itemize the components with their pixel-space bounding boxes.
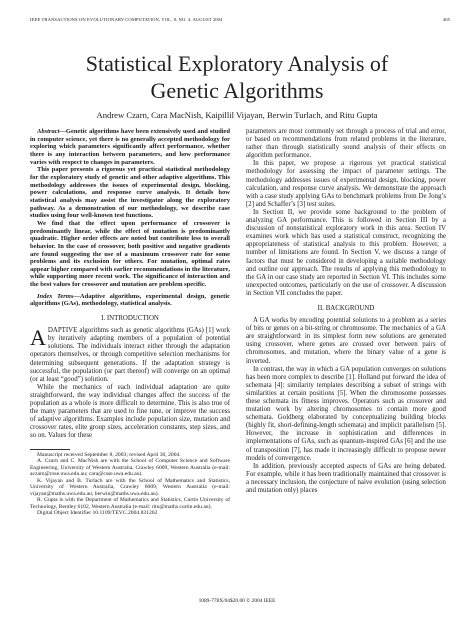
background-paragraph-1: A GA works by encoding potential solutions to a problem as a series of bits or genes on a bit-string or chromosome. The mechanics of a GA are straightforward: in its simplest form new solutions are generated using crossover, where genes are crossed over between pairs of chromosomes, and mutation, where the binary value of a gene is inverted. [246, 317, 446, 365]
abstract [30, 128, 230, 308]
copyright-footer: 1089-778X/04$20.00 © 2004 IEEE [198, 598, 276, 604]
footnote-czarn: A. Czarn and C. MacNish are with the School of Computer Science and Software Engineering, University of Western Australia, Crawley 6009, Western Australia (e-mail: aczarn@csse.uwa.edu.au; cara@csse.uwa.edu.au). [30, 458, 230, 477]
right-paragraph-3: In Section II, we provide some background to the problem of analyzing GA performance. This is followed in Section III by a discussion of nonstatistical exploratory work in this area. Section IV examines work which has used a statistical construct, recognizing the appropriateness of statistical analysis to this problem. However, a number of limitations are found. In Section V, we discuss a range of factors that must be considered in developing a suitable methodology and outline our approach. The results of applying this methodology to the GA in our case study are reported in Section VI. This includes some unexpected outcomes, particularly on the use of crossover. A discussion in Section VII concludes the paper. [246, 208, 446, 297]
footnote-gupta: R. Gupta is with the Department of Mathematics and Statistics, Curtin University of Technology, Bentley 6102, Western Australia (e-mail: ritu@maths.curtin.edu.au). [30, 497, 230, 510]
left-column [30, 128, 230, 517]
background-paragraph-2: In contrast, the way in which a GA population converges on solutions has been more complex to describe [1]. Holland put forward the idea of schemata [4]: similarity templates describing a subset of strings with similarities at certain positions [5]. When the chromosome possesses these schemata its fitness improves. Operators such as crossover and mutation work by altering chromosomes to contain more good schemata. Goldberg elaborated by conceptualizing building blocks (highly fit, short-defining-length schemata) and implicit parallelism [5]. However, the increase in sophistication and differences in implementations of GAs, such as quantum-inspired GAs [6] and the use of transposition [7], has made it increasingly difficult to propose newer models of convergence. [246, 365, 446, 462]
right-column [246, 128, 446, 495]
index-terms-text: —Adaptive algorithms, experimental design, genetic algorithms (GAs), methodology, statistical analysis. [30, 292, 231, 308]
background-paragraph-3: In addition, previously accepted aspects of GAs are being debated. For example, while it has been traditionally maintained that crossover is a necessary inclusion, the conjecture of naive evolution (using selection and mutation only) places [246, 462, 446, 495]
right-paragraph-1: parameters are most commonly set through a process of trial and error, or based on recommendations from related problems in the literature, rather than through statistically sound analysis of their effects on algorithm performance. [246, 128, 446, 160]
paper-title [0, 50, 474, 104]
footnotes [30, 452, 230, 517]
abstract-p3: We find that the effect upon performance of crossover is predominantly linear, while the effect of mutation is predominantly quadratic. Higher order effects are noted but contribute less to overall behavior. In the case of crossover, both positive and negative gradients are found suggesting the use of a maximum crossover rate for some problems and its exclusion for others. For mutation, optimal rates appear higher compared with earlier recommendations in the literature, while supporting more recent work. The significance of interaction and the best values for crossover and mutation are problem specific. [30, 219, 230, 289]
intro-paragraph-2: While the mechanics of each individual adaptation are quite straightforward, the way individual changes affect the success of the population as a whole is more difficult to determine. This is also true of the many parameters that are used to fine tune, or improve the success of adaptive algorithms. Examples include population size, mutation and crossover rates, elite group sizes, acceleration constants, step sizes, and so on. Values for these [30, 383, 230, 440]
index-terms-label: Index Terms [37, 292, 74, 300]
title-line-1: Statistical Exploratory Analysis of [85, 51, 389, 76]
abstract-label: Abstract [37, 128, 60, 135]
footnote-rule [30, 449, 70, 450]
section-heading-background: II. BACKGROUND [317, 304, 375, 312]
author-list: Andrew Czarn, Cara MacNish, Kaipillil Vijayan, Berwin Turlach, and Ritu Gupta [96, 110, 378, 120]
abstract-p1: —Genetic algorithms have been extensively used and studied in computer science, yet there is no generally accepted methodology for exploring which parameters significantly affect performance, whether there is any interaction between parameters, and how performance varies with respect to changes in parameters. [30, 128, 230, 166]
page-number: 405 [442, 17, 450, 22]
intro-p1-text: DAPTIVE algorithms such as genetic algorithms (GAs) [1] work by iteratively adapting members of a population of potential solutions. The individuals interact either through the adaptation operators themselves, or through competitive selection mechanisms for determining subsequent generations. If the adaptation strategy is successful, the population (or part thereof) will converge on an optimal (or at least “good”) solution. [30, 327, 230, 383]
right-paragraph-2: In this paper, we propose a rigorous yet practical statistical methodology for assessing the impact of parameter settings. The methodology addresses issues of experimental design, blocking, power calculation, and response curve analysis. We demonstrate the approach with a case study applying GAs to benchmark problems from De Jong’s [2] and Schaffer’s [3] test suites. [246, 160, 446, 208]
running-header [30, 17, 450, 22]
section-heading-introduction: I. INTRODUCTION [101, 315, 159, 323]
footnote-received: Manuscript received September 8, 2003; revised April 30, 2004. [37, 451, 181, 458]
intro-paragraph-1 [30, 327, 230, 384]
drop-cap: A [30, 325, 46, 351]
title-line-2: Genetic Algorithms [150, 78, 324, 103]
journal-header: IEEE TRANSACTIONS ON EVOLUTIONARY COMPUTATION, VOL. 8, NO. 4, AUGUST 2004 [30, 17, 223, 22]
footnote-doi: Digital Object Identifier 10.1109/TEVC.2004.831262 [37, 510, 158, 516]
abstract-p2: This paper presents a rigorous yet practical statistical methodology for the exploratory study of genetic and other adaptive algorithms. This methodology addresses the issues of experimental design, blocking, power calculations, and response curve analysis. It details how statistical analysis may assist the investigator along the exploratory pathway. As a demonstration of our methodology, we describe case studies using four well-known test functions. [30, 166, 230, 220]
footnote-vijayan: K. Vijayan and B. Turlach are with the School of Mathematics and Statistics, University of Western Australia, Crawley 6009, Western Australia (e-mail: vijayan@maths.uwa.edu.au; berwin@maths.uwa.edu.au). [30, 477, 230, 497]
